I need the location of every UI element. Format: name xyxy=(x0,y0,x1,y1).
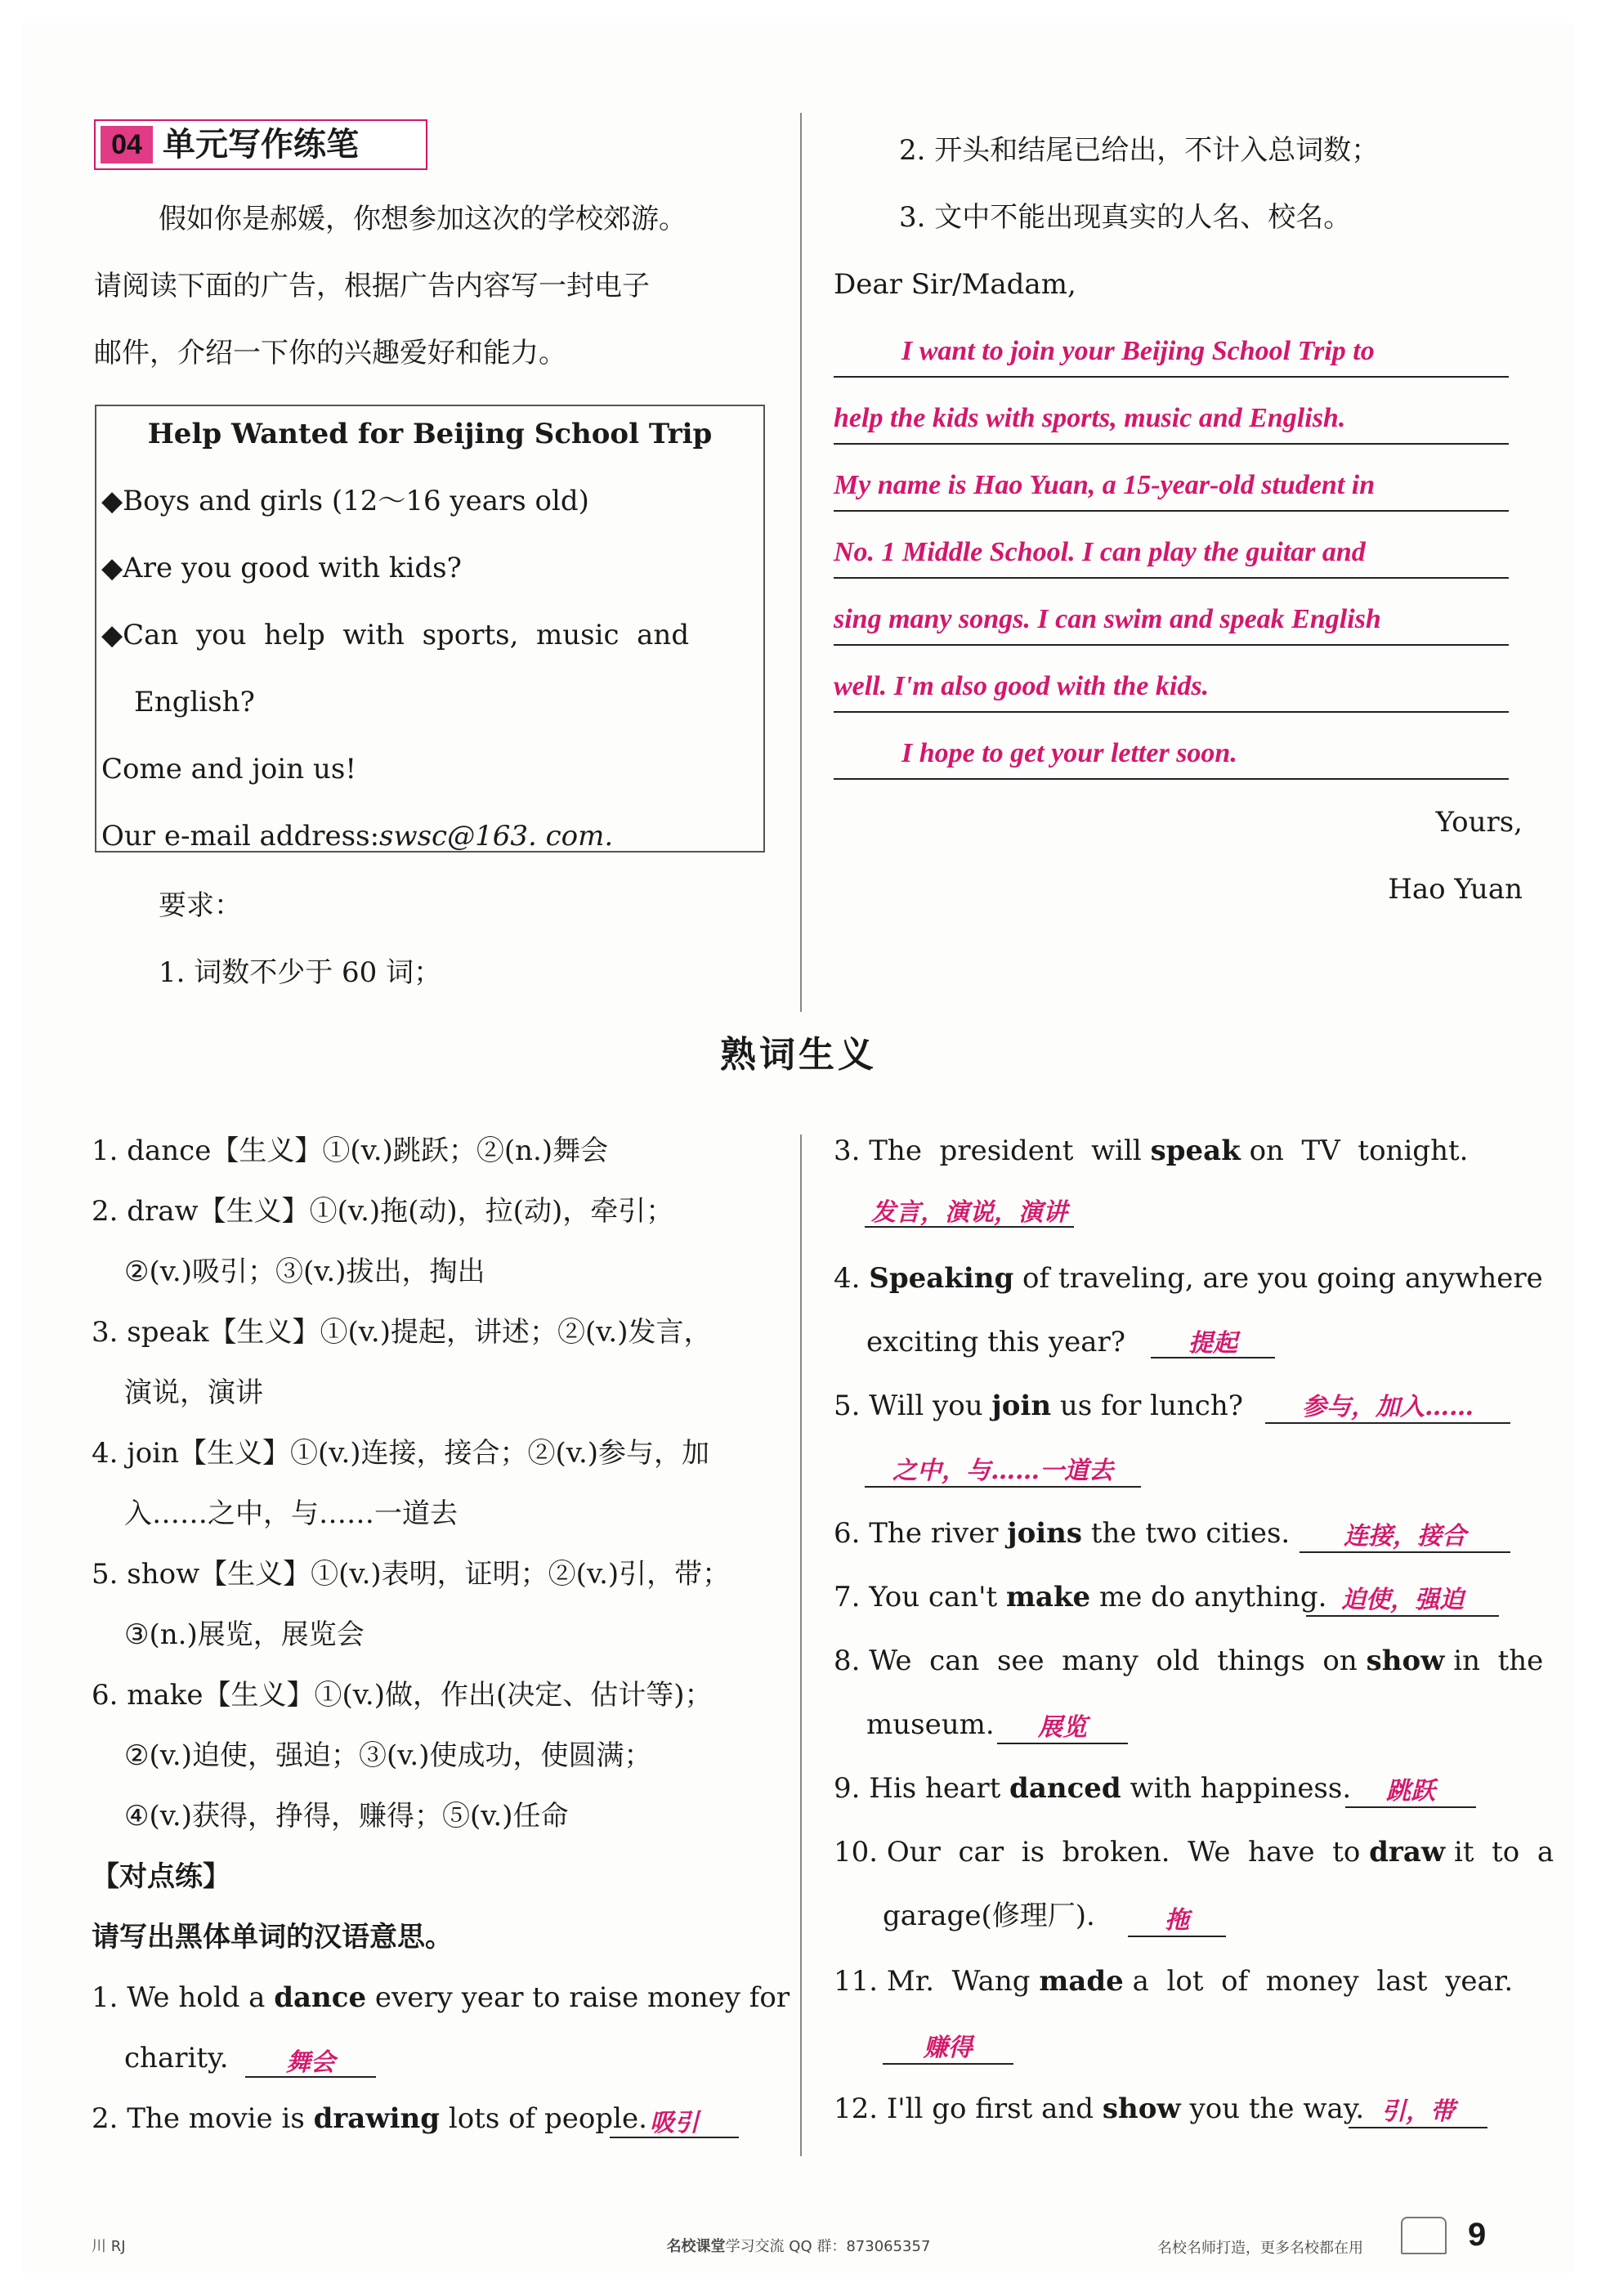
question-3: 3. The president will speak on TV tonight. xyxy=(834,1135,1469,1167)
diamond-icon: ◆ xyxy=(101,619,123,651)
answer-7: 迫使，强迫 xyxy=(1341,1586,1464,1614)
ad-join: Come and join us! xyxy=(101,753,356,785)
answer-blank-5b[interactable] xyxy=(865,1450,1141,1488)
vocab-entry-6-cont-1: ②(v.)迫使，强迫；③(v.)使成功，使圆满； xyxy=(124,1739,652,1772)
column-divider-top xyxy=(800,113,802,1012)
footer-center: 名校课堂学习交流 QQ 群：873065357 xyxy=(666,2238,931,2255)
question-8: 8. We can see many old things on show in the xyxy=(834,1645,1544,1677)
answer-blank-5a[interactable] xyxy=(1265,1386,1510,1424)
column-divider-bottom xyxy=(800,1135,802,2156)
footer-left: 川 RJ xyxy=(92,2238,126,2255)
question-11: 11. Mr. Wang made a lot of money last year. xyxy=(834,1965,1514,1998)
footer-right: 名校名师打造，更多名校都在用 xyxy=(1157,2240,1363,2257)
ad-box xyxy=(95,405,765,853)
answer-blank-9[interactable] xyxy=(1345,1770,1476,1808)
letter-signature: Hao Yuan xyxy=(1388,873,1523,906)
ad-email: Our e-mail address:swsc@163. com. xyxy=(101,820,614,853)
ad-bullet-3-cont: English? xyxy=(134,686,255,718)
letter-line-1: I want to join your Beijing School Trip to xyxy=(901,336,1375,366)
question-2: 2. The movie is drawing lots of people. xyxy=(92,2102,647,2135)
vocab-entry-4-cont: 入……之中，与……一道去 xyxy=(124,1497,458,1530)
answer-blank-2[interactable] xyxy=(610,2102,739,2138)
answer-5a: 参与，加入…… xyxy=(1302,1393,1474,1421)
vocab-entry-2: 2. draw【生义】①(v.)拖(动)，拉(动)，牵引； xyxy=(92,1195,674,1228)
ad-bullet-2: ◆Are you good with kids? xyxy=(101,552,462,584)
vocab-entry-5-cont: ③(n.)展览，展览会 xyxy=(124,1618,365,1651)
vocab-entry-6-cont-2: ④(v.)获得，挣得，赚得；⑤(v.)任命 xyxy=(124,1800,569,1833)
answer-8: 展览 xyxy=(1038,1713,1087,1742)
answer-11: 赚得 xyxy=(924,2034,973,2062)
brand-logo-icon xyxy=(1401,2217,1447,2254)
letter-line-7: I hope to get your letter soon. xyxy=(901,738,1237,768)
requirement-1: 1. 词数不少于 60 词； xyxy=(159,956,442,989)
answer-blank-12[interactable] xyxy=(1349,2091,1487,2128)
requirement-2: 2. 开头和结尾已给出，不计入总词数； xyxy=(899,134,1380,167)
question-9: 9. His heart danced with happiness. xyxy=(834,1772,1352,1805)
answer-blank-4[interactable] xyxy=(1151,1323,1275,1358)
answer-5b: 之中，与……一道去 xyxy=(892,1457,1113,1485)
prompt-line-1: 假如你是郝媛，你想参加这次的学校郊游。 xyxy=(159,203,687,235)
answer-blank-6[interactable] xyxy=(1300,1515,1510,1553)
prompt-line-3: 邮件，介绍一下你的兴趣爱好和能力。 xyxy=(94,337,566,369)
section-number: 04 xyxy=(101,126,153,163)
answer-2: 吸引 xyxy=(650,2109,699,2137)
question-4-cont: exciting this year? xyxy=(866,1326,1125,1358)
answer-blank-11[interactable] xyxy=(883,2027,1013,2065)
letter-line-5: sing many songs. I can swim and speak English xyxy=(834,604,1381,634)
section-title: 单元写作练笔 xyxy=(163,126,359,163)
vocab-entry-3: 3. speak【生义】①(v.)提起，讲述；②(v.)发言， xyxy=(92,1316,712,1349)
letter-line-4: No. 1 Middle School. I can play the guitar and xyxy=(834,537,1366,567)
page-number: 9 xyxy=(1468,2217,1487,2253)
ad-bullet-3: ◆Can you help with sports, music and xyxy=(101,619,690,651)
prompt-line-2: 请阅读下面的广告，根据广告内容写一封电子 xyxy=(94,270,650,302)
footer-brand: 名校课堂 xyxy=(666,2238,726,2255)
letter-closing: Yours, xyxy=(1435,806,1523,839)
answer-3: 发言，演说，演讲 xyxy=(871,1198,1067,1227)
question-10: 10. Our car is broken. We have to draw it to a xyxy=(834,1836,1555,1869)
diamond-icon: ◆ xyxy=(101,485,123,517)
answer-6: 连接，接合 xyxy=(1344,1522,1466,1551)
answer-9: 跳跃 xyxy=(1386,1777,1435,1806)
diamond-icon: ◆ xyxy=(101,552,123,584)
answer-1: 舞会 xyxy=(286,2048,335,2077)
question-7: 7. You can't make me do anything. xyxy=(834,1581,1327,1613)
answer-blank-10[interactable] xyxy=(1128,1900,1226,1937)
letter-line-3: My name is Hao Yuan, a 15-year-old student in xyxy=(834,470,1376,500)
vocab-entry-5: 5. show【生义】①(v.)表明，证明；②(v.)引，带； xyxy=(92,1558,731,1591)
question-1: 1. We hold a dance every year to raise money for xyxy=(92,1981,790,2014)
vocab-entry-6: 6. make【生义】①(v.)做，作出(决定、估计等)； xyxy=(92,1679,713,1712)
practice-instruction: 请写出黑体单词的汉语意思。 xyxy=(92,1921,453,1954)
vocab-entry-2-cont: ②(v.)吸引；③(v.)拔出，掏出 xyxy=(124,1255,485,1288)
answer-blank-3[interactable] xyxy=(865,1192,1074,1228)
requirements-heading: 要求： xyxy=(159,889,242,922)
letter-line-2: help the kids with sports, music and English. xyxy=(834,403,1346,433)
page xyxy=(23,23,1574,2273)
section-badge xyxy=(94,119,427,170)
vocab-entry-1: 1. dance【生义】①(v.)跳跃；②(n.)舞会 xyxy=(92,1135,609,1167)
vocab-entry-3-cont: 演说，演讲 xyxy=(124,1376,263,1409)
vocab-entry-4: 4. join【生义】①(v.)连接，接合；②(v.)参与，加 xyxy=(92,1437,710,1470)
answer-blank-7[interactable] xyxy=(1306,1579,1499,1617)
question-12: 12. I'll go first and show you the way. xyxy=(834,2092,1365,2125)
letter-line-6: well. I'm also good with the kids. xyxy=(834,671,1210,701)
ad-title: Help Wanted for Beijing School Trip xyxy=(147,418,713,450)
ad-bullet-1: ◆Boys and girls (12～16 years old) xyxy=(101,485,589,517)
question-5: 5. Will you join us for lunch? xyxy=(834,1390,1243,1422)
answer-4: 提起 xyxy=(1188,1329,1237,1358)
answer-12: 引，带 xyxy=(1381,2097,1455,2126)
question-8-cont: museum. xyxy=(866,1708,995,1741)
question-4: 4. Speaking of traveling, are you going anywhere xyxy=(834,1262,1543,1295)
requirement-3: 3. 文中不能出现真实的人名、校名。 xyxy=(899,201,1352,234)
question-6: 6. The river joins the two cities. xyxy=(834,1517,1291,1550)
answer-10: 拖 xyxy=(1165,1906,1189,1935)
practice-heading: 【对点练】 xyxy=(92,1860,230,1893)
letter-greeting: Dear Sir/Madam, xyxy=(834,268,1076,301)
question-1-cont: charity. xyxy=(124,2042,229,2074)
vocab-heading: 熟词生义 xyxy=(720,1034,877,1076)
answer-blank-1[interactable] xyxy=(245,2042,376,2078)
question-10-cont: garage(修理厂). xyxy=(883,1900,1095,1932)
answer-blank-8[interactable] xyxy=(997,1707,1128,1744)
